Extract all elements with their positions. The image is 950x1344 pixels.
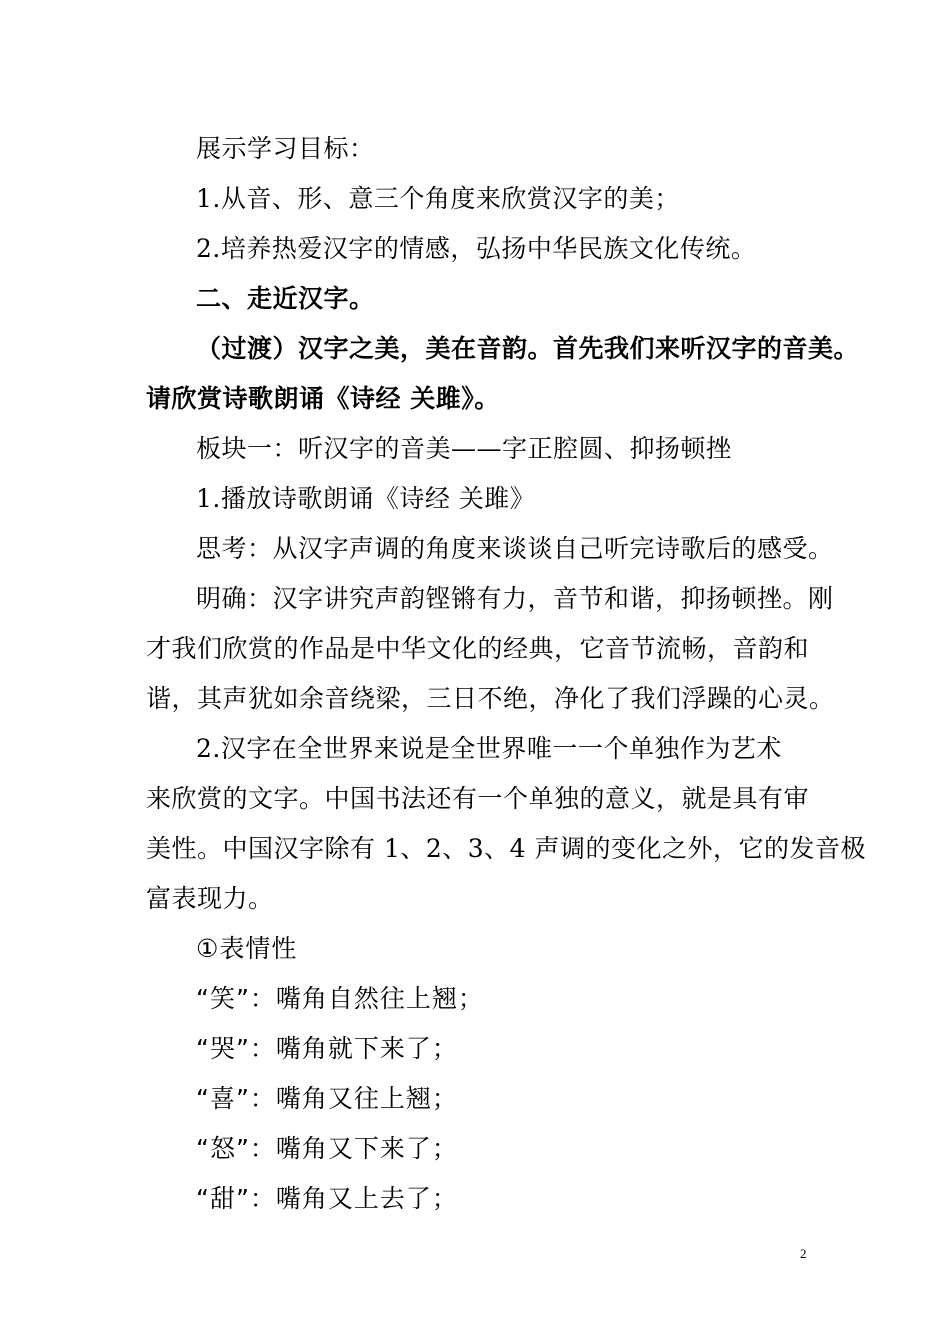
example-xi: “喜”：嘴角又往上翘；: [196, 1084, 458, 1113]
block-one-heading: 板块一：听汉字的音美——字正腔圆、抑扬顿挫: [196, 434, 732, 463]
clarification-line-2: 才我们欣赏的作品是中华文化的经典，它音节流畅，音韵和: [146, 634, 810, 663]
objectives-heading: 展示学习目标：: [196, 134, 375, 163]
paragraph-2-line-3: 美性。中国汉字除有 1、2、3、4 声调的变化之外，它的发音极: [146, 834, 867, 863]
block-one-step-1: 1.播放诗歌朗诵《诗经 关雎》: [196, 484, 536, 513]
section-heading: 二、走近汉字。: [196, 284, 375, 313]
example-xiao: “笑”：嘴角自然往上翘；: [196, 984, 484, 1013]
clarification-line-1: 明确：汉字讲究声韵铿锵有力，音节和谐，抑扬顿挫。刚: [196, 584, 834, 613]
objective-item-2: 2.培养热爱汉字的情感，弘扬中华民族文化传统。: [196, 234, 757, 263]
paragraph-2-line-1: 2.汉字在全世界来说是全世界唯一一个单独作为艺术: [196, 734, 782, 763]
objective-item-1: 1.从音、形、意三个角度来欣赏汉字的美；: [196, 184, 680, 213]
example-nu: “怒”：嘴角又下来了；: [196, 1134, 458, 1163]
example-tian: “甜”：嘴角又上去了；: [196, 1184, 458, 1213]
example-ku: “哭”：嘴角就下来了；: [196, 1034, 458, 1063]
transition-paragraph-line-2: 请欣赏诗歌朗诵《诗经 关雎》。: [146, 384, 500, 413]
clarification-line-3: 谐，其声犹如余音绕梁，三日不绝，净化了我们浮躁的心灵。: [146, 684, 835, 713]
page-number: 2: [800, 1246, 807, 1261]
paragraph-2-line-4: 富表现力。: [146, 884, 274, 913]
transition-paragraph-line-1: （过渡）汉字之美，美在音韵。首先我们来听汉字的音美。: [196, 334, 860, 363]
thinking-question: 思考：从汉字声调的角度来谈谈自己听完诗歌后的感受。: [196, 534, 834, 563]
expressiveness-heading: ①表情性: [196, 934, 298, 963]
paragraph-2-line-2: 来欣赏的文字。中国书法还有一个单独的意义，就是具有审: [146, 784, 810, 813]
